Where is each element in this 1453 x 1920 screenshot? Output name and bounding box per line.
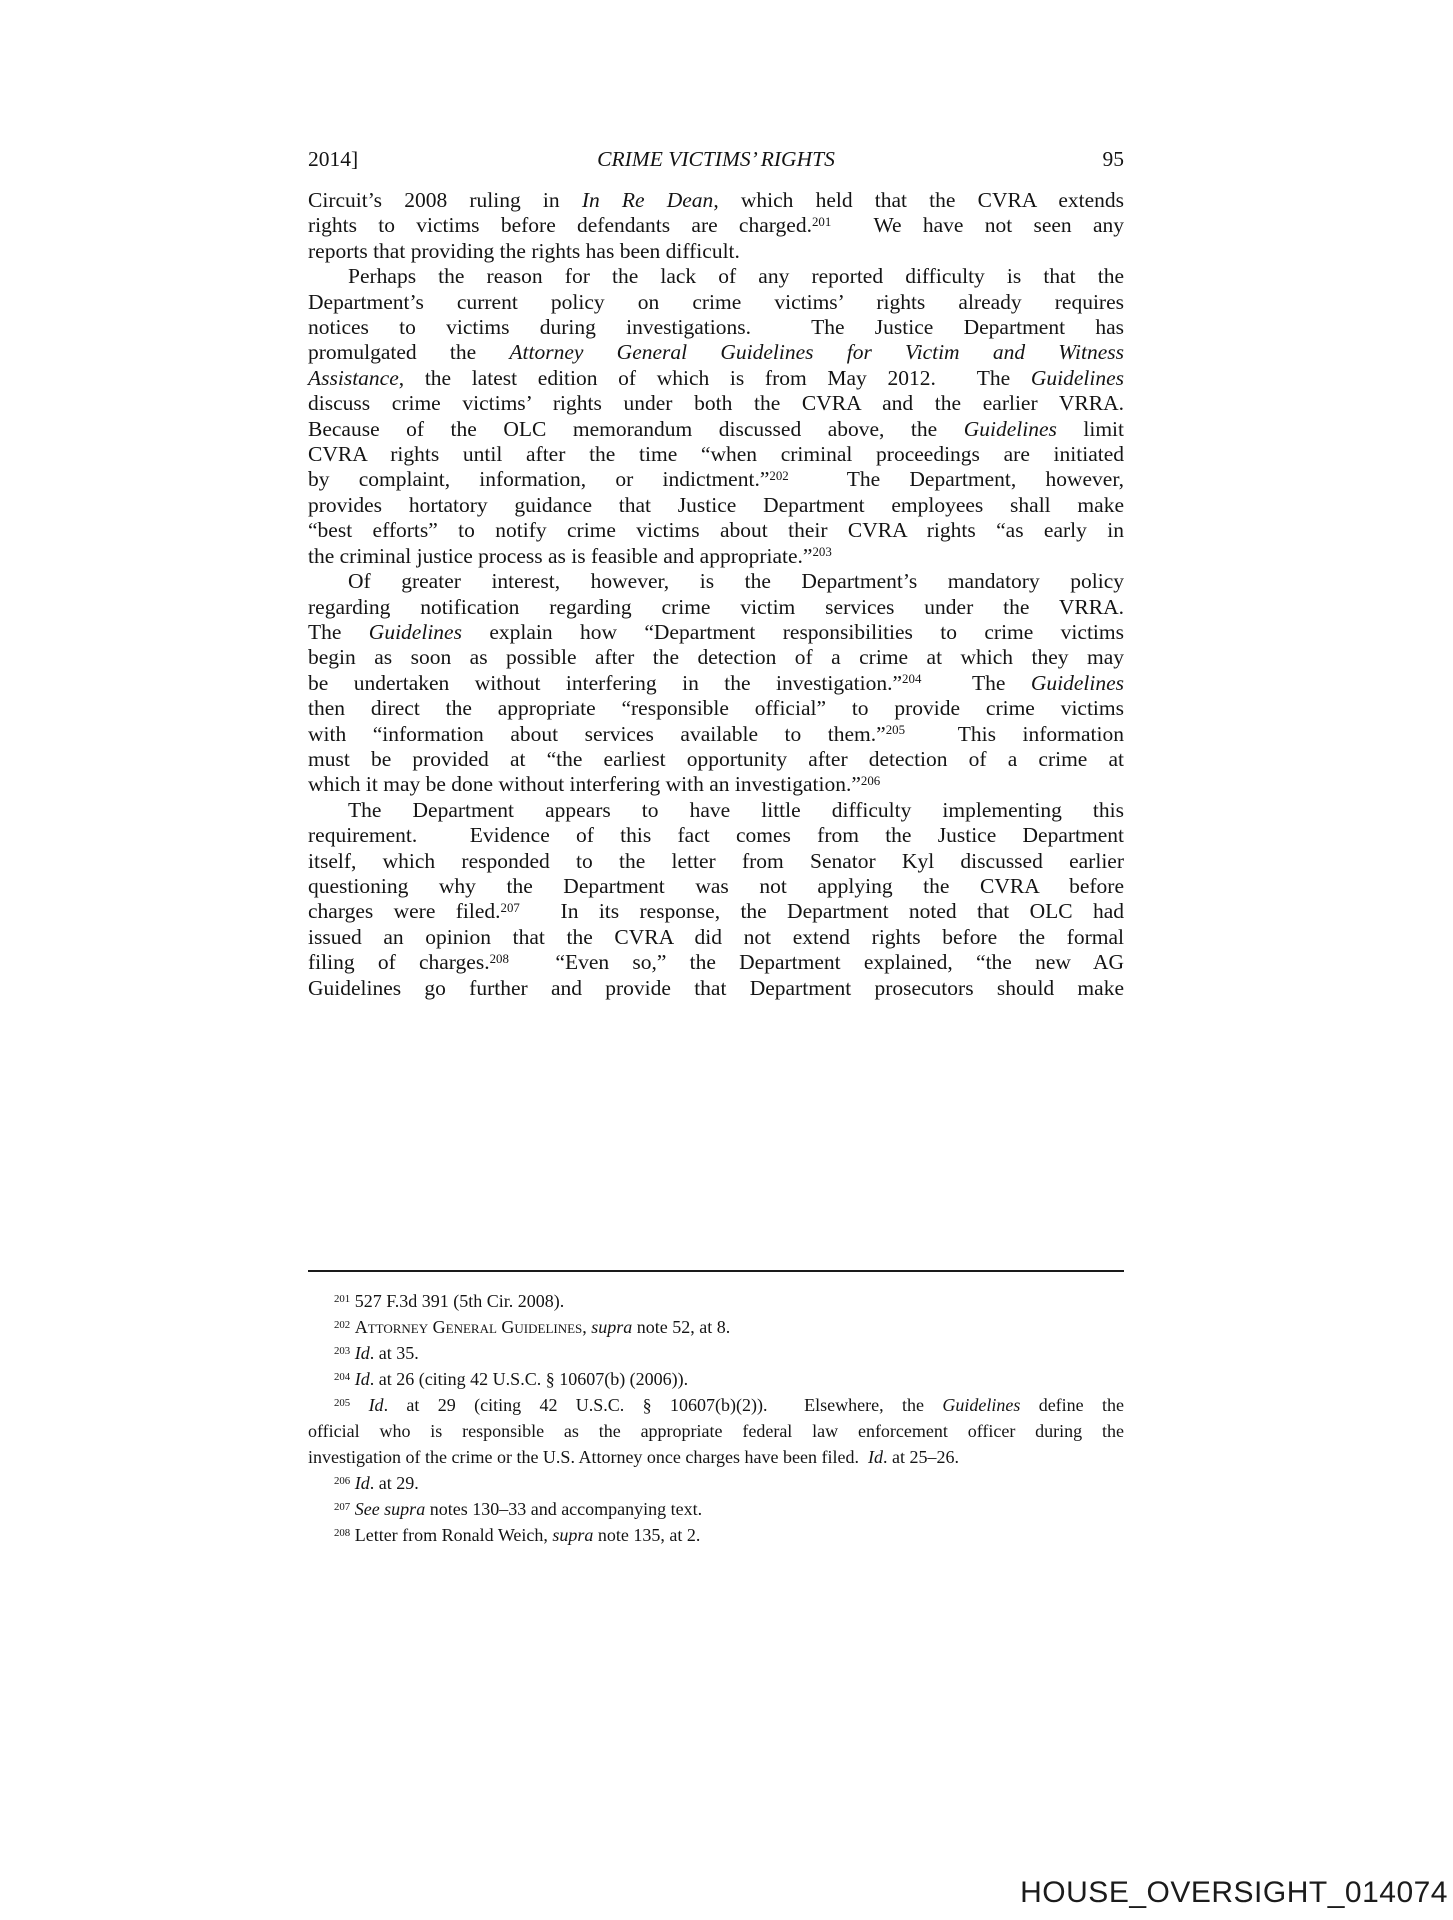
body-paragraph: [308, 798, 1124, 1001]
body-line: Department’s current policy on crime victims’ rights already requires: [308, 289, 1124, 314]
body-line: which it may be done without interfering with an investigation.”$^{206}$: [308, 772, 881, 797]
body-line: CVRA rights until after the time “when criminal proceedings are initiated: [308, 442, 1124, 467]
footnote-line: investigation of the crime or the U.S. Attorney once charges have been filed. Id. at 25–26.: [308, 1447, 959, 1467]
type-block: [308, 146, 1125, 1545]
body-line: regarding notification regarding crime victim services under the VRRA.: [308, 594, 1124, 619]
footnotes-section: [308, 1288, 1124, 1548]
footnote: [308, 1366, 1124, 1392]
body-line: The Department appears to have little difficulty implementing this: [348, 797, 1124, 822]
body-line: must be provided at “the earliest opportunity after detection of a crime at: [308, 746, 1124, 771]
body-line: filing of charges.$^{208}$ “Even so,” the Department explained, “the new AG: [308, 950, 1124, 975]
footnote-line: official who is responsible as the appropriate federal law enforcement officer during the: [308, 1421, 1124, 1441]
body-line: discuss crime victims’ rights under both the CVRA and the earlier VRRA.: [308, 391, 1124, 416]
body-line: Circuit’s 2008 ruling in In Re Dean, which held that the CVRA extends: [308, 188, 1124, 212]
body-line: questioning why the Department was not applying the CVRA before: [308, 873, 1124, 898]
body-line: Of greater interest, however, is the Department’s mandatory policy: [348, 569, 1124, 594]
footnote: [308, 1314, 1124, 1340]
footnote-line: $^{208}$ Letter from Ronald Weich, supra note 135, at 2.: [334, 1525, 701, 1545]
body-line: Assistance, the latest edition of which is from May 2012. The Guidelines: [308, 365, 1124, 390]
footnote-line: $^{202}$ Attorney General Guidelines, supra note 52, at 8.: [334, 1317, 731, 1337]
body-line: Guidelines go further and provide that Department prosecutors should make: [308, 975, 1124, 1000]
body-line: Because of the OLC memorandum discussed above, the Guidelines limit: [308, 416, 1124, 441]
footnote: [308, 1392, 1124, 1470]
body-line: by complaint, information, or indictment.”$^{202}$ The Department, however,: [308, 467, 1125, 492]
footnote-separator: [308, 1270, 1124, 1272]
body-line: with “information about services available to them.”$^{205}$ This information: [308, 721, 1124, 746]
footnote: [308, 1340, 1124, 1366]
running-head-title: CRIME VICTIMS’ RIGHTS: [597, 147, 835, 171]
body-paragraph: [308, 188, 1124, 264]
body-line: provides hortatory guidance that Justice Department employees shall make: [308, 492, 1124, 517]
footnote-line: $^{207}$ See supra notes 130–33 and accompanying text.: [334, 1499, 703, 1519]
bates-stamp-label: HOUSE_OVERSIGHT_014074: [1020, 1876, 1448, 1909]
body-line: issued an opinion that the CVRA did not extend rights before the formal: [308, 924, 1124, 949]
body-paragraph: [308, 569, 1124, 798]
footnote: [308, 1470, 1124, 1496]
body-line: the criminal justice process as is feasible and appropriate.”$^{203}$: [308, 543, 832, 568]
body-paragraph: [308, 264, 1124, 569]
footnote: [308, 1288, 1124, 1314]
body-line: then direct the appropriate “responsible official” to provide crime victims: [308, 696, 1124, 721]
footnote: [308, 1496, 1124, 1522]
body-line: promulgated the Attorney General Guidelines for Victim and Witness: [308, 340, 1124, 365]
footnote-line: $^{204}$ Id. at 26 (citing 42 U.S.C. § 10607(b) (2006)).: [334, 1369, 689, 1389]
body-line: itself, which responded to the letter from Senator Kyl discussed earlier: [308, 848, 1124, 873]
body-line: charges were filed.$^{207}$ In its response, the Department noted that OLC had: [308, 899, 1124, 924]
body-line: rights to victims before defendants are charged.$^{201}$ We have not seen any: [308, 213, 1124, 238]
body-line: The Guidelines explain how “Department responsibilities to crime victims: [308, 619, 1124, 644]
footnote-line: $^{203}$ Id. at 35.: [334, 1343, 419, 1363]
body-line: reports that providing the rights has been difficult.: [308, 238, 740, 263]
body-line: begin as soon as possible after the detection of a crime at which they may: [308, 645, 1124, 670]
running-head: [308, 146, 1124, 172]
running-head-page-number: 95: [1102, 147, 1124, 171]
running-head-year: 2014]: [308, 147, 359, 171]
body-line: “best efforts” to notify crime victims about their CVRA rights “as early in: [308, 518, 1124, 543]
body-line: requirement. Evidence of this fact comes from the Justice Department: [308, 823, 1124, 848]
body-line: be undertaken without interfering in the investigation.”$^{204}$ The Guidelines: [308, 670, 1124, 695]
footnote-line: $^{206}$ Id. at 29.: [334, 1473, 419, 1493]
body-line: notices to victims during investigations. The Justice Department has: [308, 315, 1124, 340]
footnote: [308, 1522, 1124, 1548]
footnote-line: $^{201}$ 527 F.3d 391 (5th Cir. 2008).: [334, 1291, 565, 1311]
footnote-line: $^{205}$ Id. at 29 (citing 42 U.S.C. § 10607(b)(2)). Elsewhere, the Guidelines define the: [334, 1395, 1125, 1415]
article-body: [308, 188, 1124, 1001]
body-line: Perhaps the reason for the lack of any reported difficulty is that the: [348, 264, 1124, 289]
